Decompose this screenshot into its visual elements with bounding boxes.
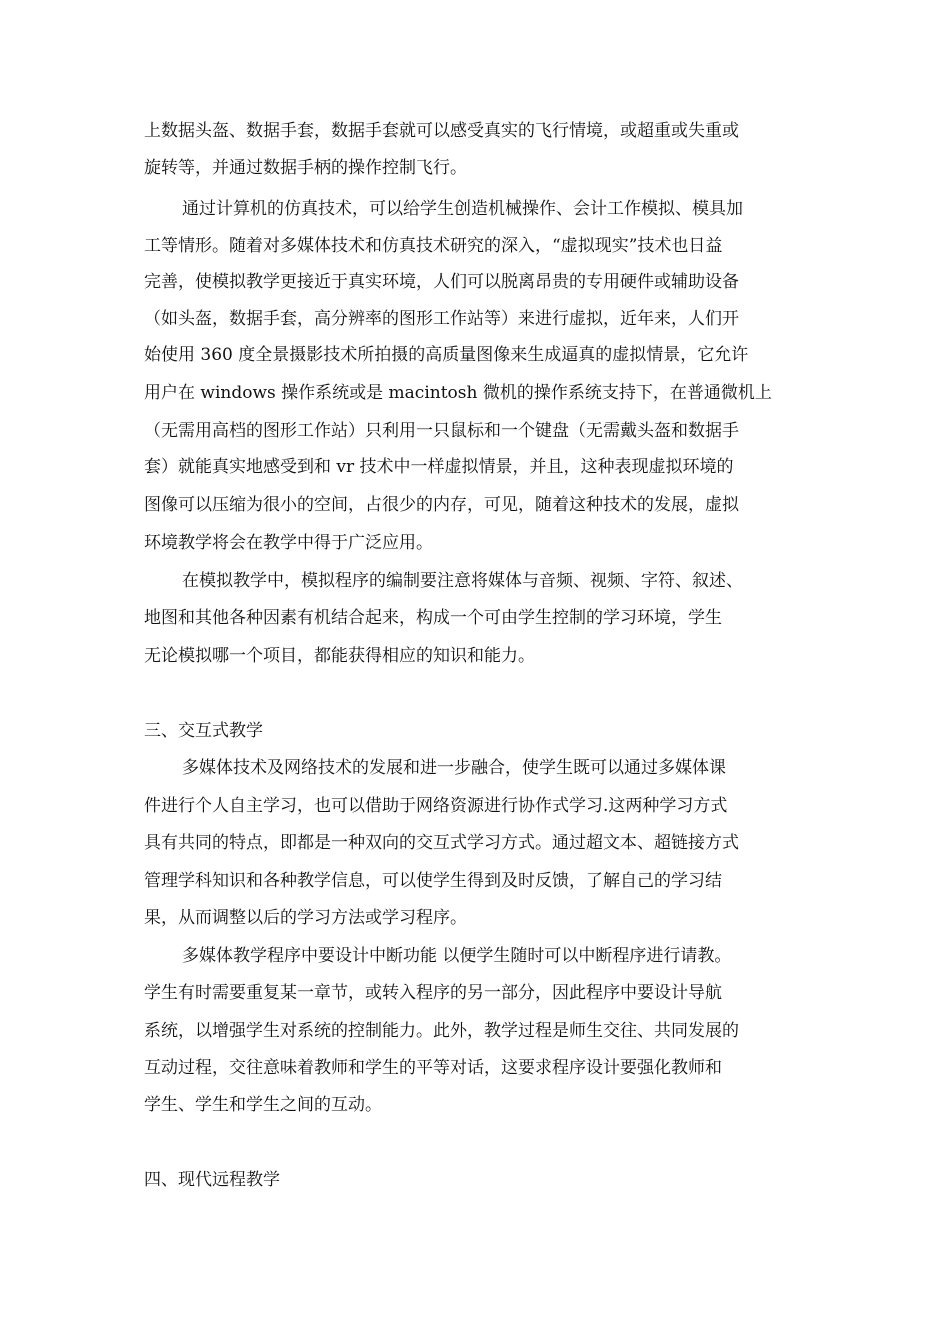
text-line: （无需用高档的图形工作站）只利用一只鼠标和一个键盘（无需戴头盔和数据手	[144, 421, 739, 441]
section-heading: 三、交互式教学	[144, 721, 263, 741]
text-line: 具有共同的特点，即都是一种双向的交互式学习方式。通过超文本、超链接方式	[144, 833, 739, 853]
text-line: 管理学科知识和各种教学信息，可以使学生得到及时反馈，了解自己的学习结	[144, 871, 722, 891]
text-line: 互动过程，交往意味着教师和学生的平等对话，这要求程序设计要强化教师和	[144, 1058, 722, 1078]
text-line: 用户在 windows 操作系统或是 macintosh 微机的操作系统支持下，在普通微机上	[144, 383, 772, 403]
text-line: 工等情形。随着对多媒体技术和仿真技术研究的深入，“虚拟现实”技术也日益	[144, 236, 723, 256]
text-line: 始使用 360 度全景摄影技术所拍摄的高质量图像来生成逼真的虚拟情景，它允许	[144, 345, 749, 365]
text-line: 旋转等，并通过数据手柄的操作控制飞行。	[144, 158, 467, 178]
text-line: 上数据头盔、数据手套，数据手套就可以感受真实的飞行情境，或超重或失重或	[144, 121, 739, 141]
text-line: 系统，以增强学生对系统的控制能力。此外，教学过程是师生交往、共同发展的	[144, 1021, 739, 1041]
text-line: 果，从而调整以后的学习方法或学习程序。	[144, 908, 467, 928]
text-line: 学生、学生和学生之间的互动。	[144, 1095, 382, 1115]
text-line: 环境教学将会在教学中得于广泛应用。	[144, 533, 433, 553]
text-line: 学生有时需要重复某一章节，或转入程序的另一部分，因此程序中要设计导航	[144, 983, 722, 1003]
text-line: 完善，使模拟教学更接近于真实环境，人们可以脱离昂贵的专用硬件或辅助设备	[144, 272, 739, 292]
text-line: 通过计算机的仿真技术，可以给学生创造机械操作、会计工作模拟、模具加	[182, 199, 743, 219]
text-line: 多媒体教学程序中要设计中断功能 以便学生随时可以中断程序进行请教。	[182, 946, 732, 966]
text-line: 在模拟教学中，模拟程序的编制要注意将媒体与音频、视频、字符、叙述、	[182, 571, 743, 591]
text-line: 套）就能真实地感受到和 vr 技术中一样虚拟情景，并且，这种表现虚拟环境的	[144, 457, 734, 477]
text-line: 地图和其他各种因素有机结合起来，构成一个可由学生控制的学习环境，学生	[144, 608, 722, 628]
text-line: （如头盔，数据手套，高分辨率的图形工作站等）来进行虚拟，近年来，人们开	[144, 309, 739, 329]
text-line: 多媒体技术及网络技术的发展和进一步融合，使学生既可以通过多媒体课	[182, 758, 726, 778]
text-line: 无论模拟哪一个项目，都能获得相应的知识和能力。	[144, 646, 535, 666]
text-line: 图像可以压缩为很小的空间，占很少的内存，可见，随着这种技术的发展，虚拟	[144, 495, 739, 515]
text-line: 件进行个人自主学习，也可以借助于网络资源进行协作式学习.这两种学习方式	[144, 796, 728, 816]
section-heading: 四、现代远程教学	[144, 1170, 280, 1190]
